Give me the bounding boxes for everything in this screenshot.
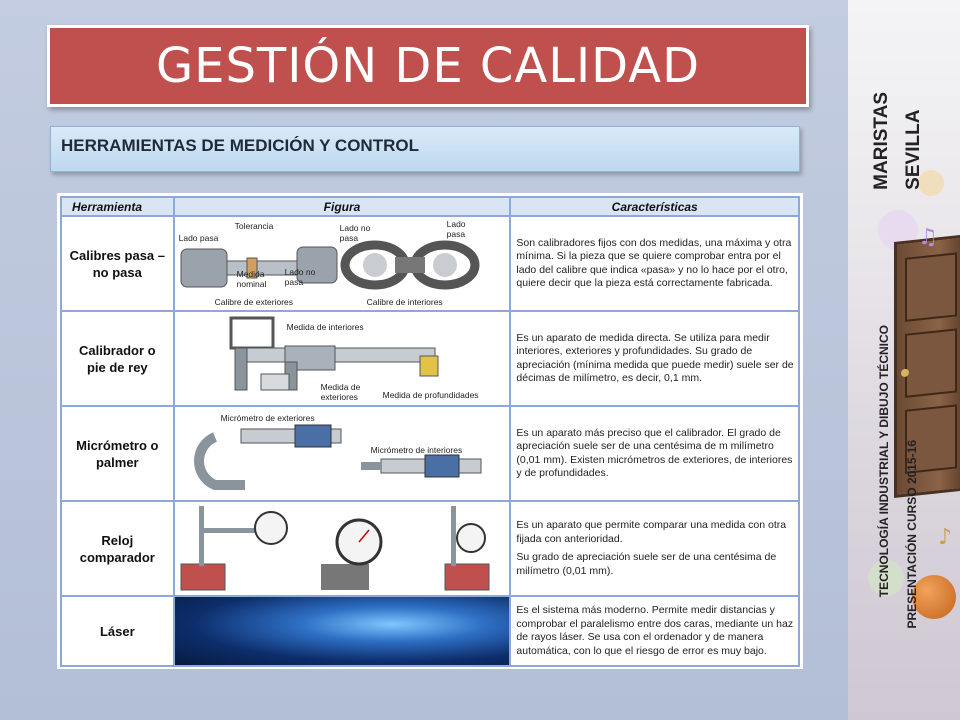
brand-line-1: MARISTAS <box>871 92 892 190</box>
tool-name: Reloj comparador <box>61 501 174 596</box>
figure-label: Micrómetro de interiores <box>370 445 463 455</box>
figure-cell <box>174 501 511 596</box>
figure-cell <box>174 406 511 501</box>
table-header-row <box>61 197 799 216</box>
table-row <box>61 216 799 311</box>
figure-cell <box>174 311 511 406</box>
tools-table-frame <box>57 193 803 669</box>
dial-indicator-figure <box>175 502 510 595</box>
characteristics-text: Es un aparato de medida directa. Se utiliza para medir interiores, exteriores y profundidades. Su grado de apreciación (mínima medida que puede medir) suele ser de décimas de milímetro, es decir, 0,1 mm. <box>516 331 794 384</box>
title-banner <box>47 25 809 107</box>
header-tool: Herramienta <box>61 197 174 216</box>
slide-subtitle: HERRAMIENTAS DE MEDICIÓN Y CONTROL <box>61 136 419 155</box>
table-row <box>61 501 799 596</box>
figure-label: Calibre de exteriores <box>214 297 294 307</box>
header-figure: Figura <box>174 197 511 216</box>
characteristics-text: Su grado de apreciación suele ser de una centésima de milímetro (0,01 mm). <box>516 551 777 577</box>
measurement-tools-table <box>60 196 800 667</box>
music-note-icon: ♫ <box>918 225 938 250</box>
tool-name: Calibres pasa – no pasa <box>61 216 174 311</box>
figure-label: Micrómetro de exteriores <box>220 413 315 423</box>
figure-label: Lado pasa <box>446 219 466 239</box>
door-illustration <box>894 234 960 498</box>
characteristics-cell <box>510 406 799 501</box>
school-brand <box>868 92 928 190</box>
characteristics-cell <box>510 501 799 596</box>
figure-label: Medida nominal <box>236 269 267 289</box>
figure-cell <box>174 216 511 311</box>
characteristics-cell <box>510 216 799 311</box>
characteristics-cell <box>510 596 799 666</box>
table-row <box>61 596 799 666</box>
characteristics-text: Es un aparato que permite comparar una medida con otra fijada con anterioridad. <box>516 519 787 545</box>
tool-name: Láser <box>61 596 174 666</box>
characteristics-text: Son calibradores fijos con dos medidas, una máxima y otra mínima. Si la pieza que se quiere comprobar entra por el lado del calibre que indica «pasa» y no lo hace por el otro, quiere decir que la pieza está correctamente fabricada. <box>516 236 792 289</box>
figure-label: Lado no pasa <box>339 223 371 243</box>
figure-label: Medida de profundidades <box>382 390 479 400</box>
header-characteristics: Características <box>510 197 799 216</box>
figure-label: Medida de exteriores <box>320 382 361 402</box>
characteristics-text: Es un aparato más preciso que el calibrador. El grado de apreciación suele ser de una centésima de m milímetro (0,01 mm). Existen micrómetros de exteriores, de interiores y de profundidades. <box>516 426 793 479</box>
figure-label: Lado no pasa <box>284 267 316 287</box>
tool-name: Micrómetro o palmer <box>61 406 174 501</box>
brand-line-2: SEVILLA <box>903 109 924 190</box>
course-subject: TECNOLOGÍA INDUSTRIAL Y DIBUJO TÉCNICO <box>877 325 891 598</box>
laser-photo <box>175 597 510 665</box>
figure-cell <box>174 596 511 666</box>
figure-label: Tolerancia <box>234 221 274 231</box>
music-note-icon: ♪ <box>938 525 953 550</box>
figure-label: Medida de interiores <box>286 322 364 332</box>
course-year: PRESENTACIÓN CURSO 2015-16 <box>905 440 919 629</box>
characteristics-text: Es el sistema más moderno. Permite medir distancias y comprobar el paralelismo entre dos caras, mediante un haz de rayos láser. Se usa con el ordenador y de manera automática, con lo que el riesgo de error es muy bajo. <box>516 604 794 657</box>
table-row <box>61 406 799 501</box>
characteristics-cell <box>510 311 799 406</box>
figure-label: Lado pasa <box>178 233 219 243</box>
tool-name: Calibrador o pie de rey <box>61 311 174 406</box>
subtitle-banner <box>50 126 800 172</box>
table-row <box>61 311 799 406</box>
figure-label: Calibre de interiores <box>366 297 443 307</box>
slide-title: GESTIÓN DE CALIDAD <box>155 38 701 94</box>
